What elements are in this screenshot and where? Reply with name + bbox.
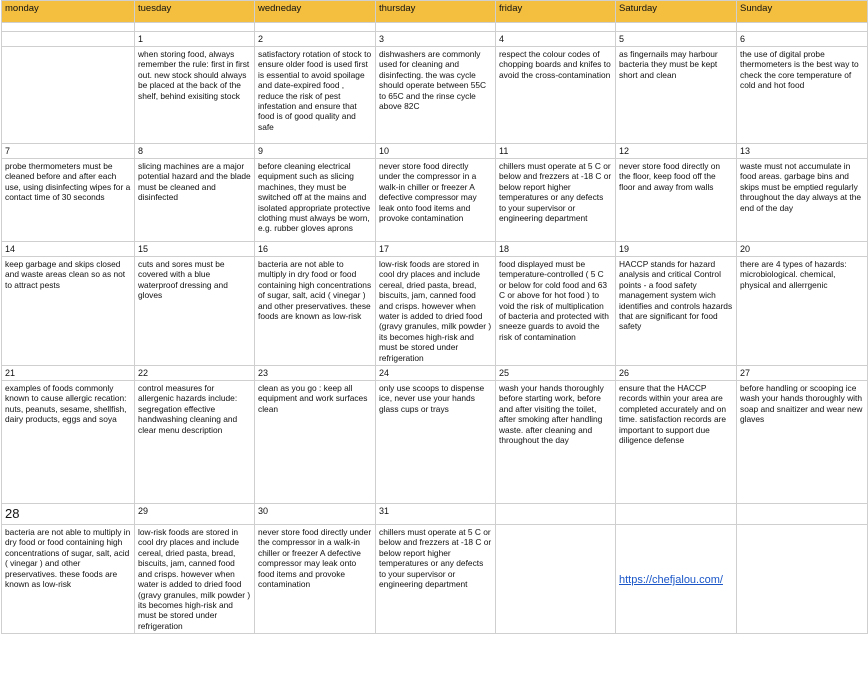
date-number: 4 xyxy=(496,32,616,47)
tip-row-week-5 xyxy=(2,525,868,634)
tip-cell: never store food directly under the compressor in a walk-in chiller or freezer A defective compressor may leak onto food items and provoke contamination xyxy=(376,159,496,242)
spacer-cell xyxy=(616,23,737,32)
tip-cell: wash your hands thoroughly before starting work, before and after visiting the toilet, after smoking after handling waste. after cleaning and throughout the day xyxy=(496,381,616,504)
tip-cell: there are 4 types of hazards: microbiological. chemical, physical and allerrgenic xyxy=(737,257,868,366)
tip-cell: chillers must operate at 5 C or below and frezzers at -18 C or below report higher temperatures or any defects to your supervisor or engineering department xyxy=(496,159,616,242)
day-header-row xyxy=(2,1,868,23)
tip-cell: before cleaning electrical equipment such as slicing machines, they must be switched off at the mains and isolated appropriate protective clothing must always be worn, e.g. rubber gloves aprons xyxy=(255,159,376,242)
tip-cell: keep garbage and skips closed and waste areas clean so as not to attract pests xyxy=(2,257,135,366)
tip-cell: low-risk foods are stored in cool dry places and include cereal, dried pasta, bread, biscuits, jam, canned food and crisps. however when water is added to dried food (gravy granules, milk powder ) its becomes high-risk and must be stored under refrigeration xyxy=(376,257,496,366)
tip-cell: slicing machines are a major potential hazard and the blade must be cleaned and disinfected xyxy=(135,159,255,242)
tip-cell xyxy=(737,525,868,634)
date-number xyxy=(496,504,616,525)
date-number xyxy=(2,32,135,47)
tip-cell: bacteria are not able to multiply in dry food or food containing high concentrations of sugar, salt, acid ( vinegar ) and other preservatives. these foods are known as low-risk xyxy=(2,525,135,634)
tip-cell: control measures for allergenic hazards include: segregation effective handwashing cleaning and clear menu description xyxy=(135,381,255,504)
date-number: 13 xyxy=(737,144,868,159)
date-number xyxy=(737,504,868,525)
tip-cell: satisfactory rotation of stock to ensure older food is used first is essential to avoid spoilage and date-expired food , reduce the risk of pest infestation and ensure that food is of good quality and safe xyxy=(255,47,376,144)
tip-cell: clean as you go : keep all equipment and work surfaces clean xyxy=(255,381,376,504)
date-row-week-3 xyxy=(2,242,868,257)
date-number: 22 xyxy=(135,366,255,381)
date-number: 2 xyxy=(255,32,376,47)
tip-cell: probe thermometers must be cleaned before and after each use, using disinfecting wipes for a contact time of 30 seconds xyxy=(2,159,135,242)
tip-cell: low-risk foods are stored in cool dry places and include cereal, dried pasta, bread, biscuits, jam, canned food and crisps. however when water is added to dried food (gravy granules, milk powder ) its becomes high-risk and must be stored under refrigeration xyxy=(135,525,255,634)
date-number: 5 xyxy=(616,32,737,47)
spacer-cell xyxy=(2,23,135,32)
day-header-tuesday: tuesday xyxy=(135,1,255,23)
date-number: 6 xyxy=(737,32,868,47)
calendar-table xyxy=(1,0,868,634)
date-number: 28 xyxy=(2,504,135,525)
date-number: 25 xyxy=(496,366,616,381)
tip-cell: never store food directly on the floor, keep food off the floor and away from walls xyxy=(616,159,737,242)
tip-cell: bacteria are not able to multiply in dry food or food containing high concentrations of sugar, salt, acid ( vinegar ) and other preservatives. these foods are known as low-risk xyxy=(255,257,376,366)
date-number: 19 xyxy=(616,242,737,257)
tip-cell: ensure that the HACCP records within your area are completed accurately and on time. satisfaction records are important to support due diligence defense xyxy=(616,381,737,504)
day-header-monday: monday xyxy=(2,1,135,23)
day-header-saturday: Saturday xyxy=(616,1,737,23)
tip-cell: respect the colour codes of chopping boards and knifes to avoid the cross-contamination xyxy=(496,47,616,144)
tip-cell: before handling or scooping ice wash your hands thoroughly with soap and snaitizer and wear new glaves xyxy=(737,381,868,504)
tip-cell: cuts and sores must be covered with a blue waterproof dressing and gloves xyxy=(135,257,255,366)
date-number: 21 xyxy=(2,366,135,381)
day-header-thursday: thursday xyxy=(376,1,496,23)
date-number xyxy=(616,504,737,525)
tip-row-week-4 xyxy=(2,381,868,504)
date-row-week-1 xyxy=(2,32,868,47)
date-number: 15 xyxy=(135,242,255,257)
tip-cell: examples of foods commonly known to cause allergic recation: nuts, peanuts, sesame, shellfish, dairy products, eggs and soya xyxy=(2,381,135,504)
date-number: 1 xyxy=(135,32,255,47)
tip-cell: never store food directly under the compressor in a walk-in chiller or freezer A defective compressor may leak onto food items and provoke contamination xyxy=(255,525,376,634)
tip-row-week-2 xyxy=(2,159,868,242)
date-number: 11 xyxy=(496,144,616,159)
tip-cell: as fingernails may harbour bacteria they must be kept short and clean xyxy=(616,47,737,144)
tip-cell: dishwashers are commonly used for cleaning and disinfecting. the was cycle should operate between 55C to 65C and the rinse cycle above 82C xyxy=(376,47,496,144)
website-link[interactable]: https://chefjalou.com/ xyxy=(619,574,723,587)
date-number: 7 xyxy=(2,144,135,159)
date-number: 26 xyxy=(616,366,737,381)
spacer-cell xyxy=(737,23,868,32)
tip-cell: HACCP stands for hazard analysis and critical Control points - a food safety management system wich identifies and controls hazards that are significant for food safety xyxy=(616,257,737,366)
tip-cell xyxy=(616,525,737,634)
tip-cell xyxy=(496,525,616,634)
spacer-cell xyxy=(496,23,616,32)
tip-cell xyxy=(2,47,135,144)
date-number: 10 xyxy=(376,144,496,159)
tip-cell: waste must not accumulate in food areas. garbage bins and skips must be emptied regularly throughout the day always at the end of the day xyxy=(737,159,868,242)
spacer-cell xyxy=(135,23,255,32)
date-row-week-4 xyxy=(2,366,868,381)
tip-row-week-1 xyxy=(2,47,868,144)
date-number: 12 xyxy=(616,144,737,159)
spacer-cell xyxy=(376,23,496,32)
date-number: 27 xyxy=(737,366,868,381)
date-number: 31 xyxy=(376,504,496,525)
date-row-week-2 xyxy=(2,144,868,159)
tip-cell: when storing food, always remember the rule: first in first out. new stock should always be placed at the back of the shelf, behind exisiting stock xyxy=(135,47,255,144)
tip-cell: food displayed must be temperature-controlled ( 5 C or below for cold food and 63 C or above for hot food ) to void the risk of multiplication of bacteria and protected with sneeze guards to avoid the risk of contamination xyxy=(496,257,616,366)
date-number: 24 xyxy=(376,366,496,381)
date-number: 3 xyxy=(376,32,496,47)
day-header-sunday: Sunday xyxy=(737,1,868,23)
date-number: 30 xyxy=(255,504,376,525)
tip-row-week-3 xyxy=(2,257,868,366)
date-row-week-5 xyxy=(2,504,868,525)
date-number: 23 xyxy=(255,366,376,381)
date-number: 9 xyxy=(255,144,376,159)
tip-cell: only use scoops to dispense ice, never use your hands glass cups or trays xyxy=(376,381,496,504)
day-header-wednesday: wedneday xyxy=(255,1,376,23)
date-number: 18 xyxy=(496,242,616,257)
date-number: 8 xyxy=(135,144,255,159)
date-number: 29 xyxy=(135,504,255,525)
tip-cell: chillers must operate at 5 C or below and frezzers at -18 C or below report higher temperatures or any defects to your supervisor or engineering department xyxy=(376,525,496,634)
tip-cell: the use of digital probe thermometers is the best way to check the core temperature of cold and hot food xyxy=(737,47,868,144)
date-number: 20 xyxy=(737,242,868,257)
date-number: 17 xyxy=(376,242,496,257)
spacer-cell xyxy=(255,23,376,32)
date-number: 16 xyxy=(255,242,376,257)
day-header-friday: friday xyxy=(496,1,616,23)
date-number: 14 xyxy=(2,242,135,257)
spacer-row xyxy=(2,23,868,32)
